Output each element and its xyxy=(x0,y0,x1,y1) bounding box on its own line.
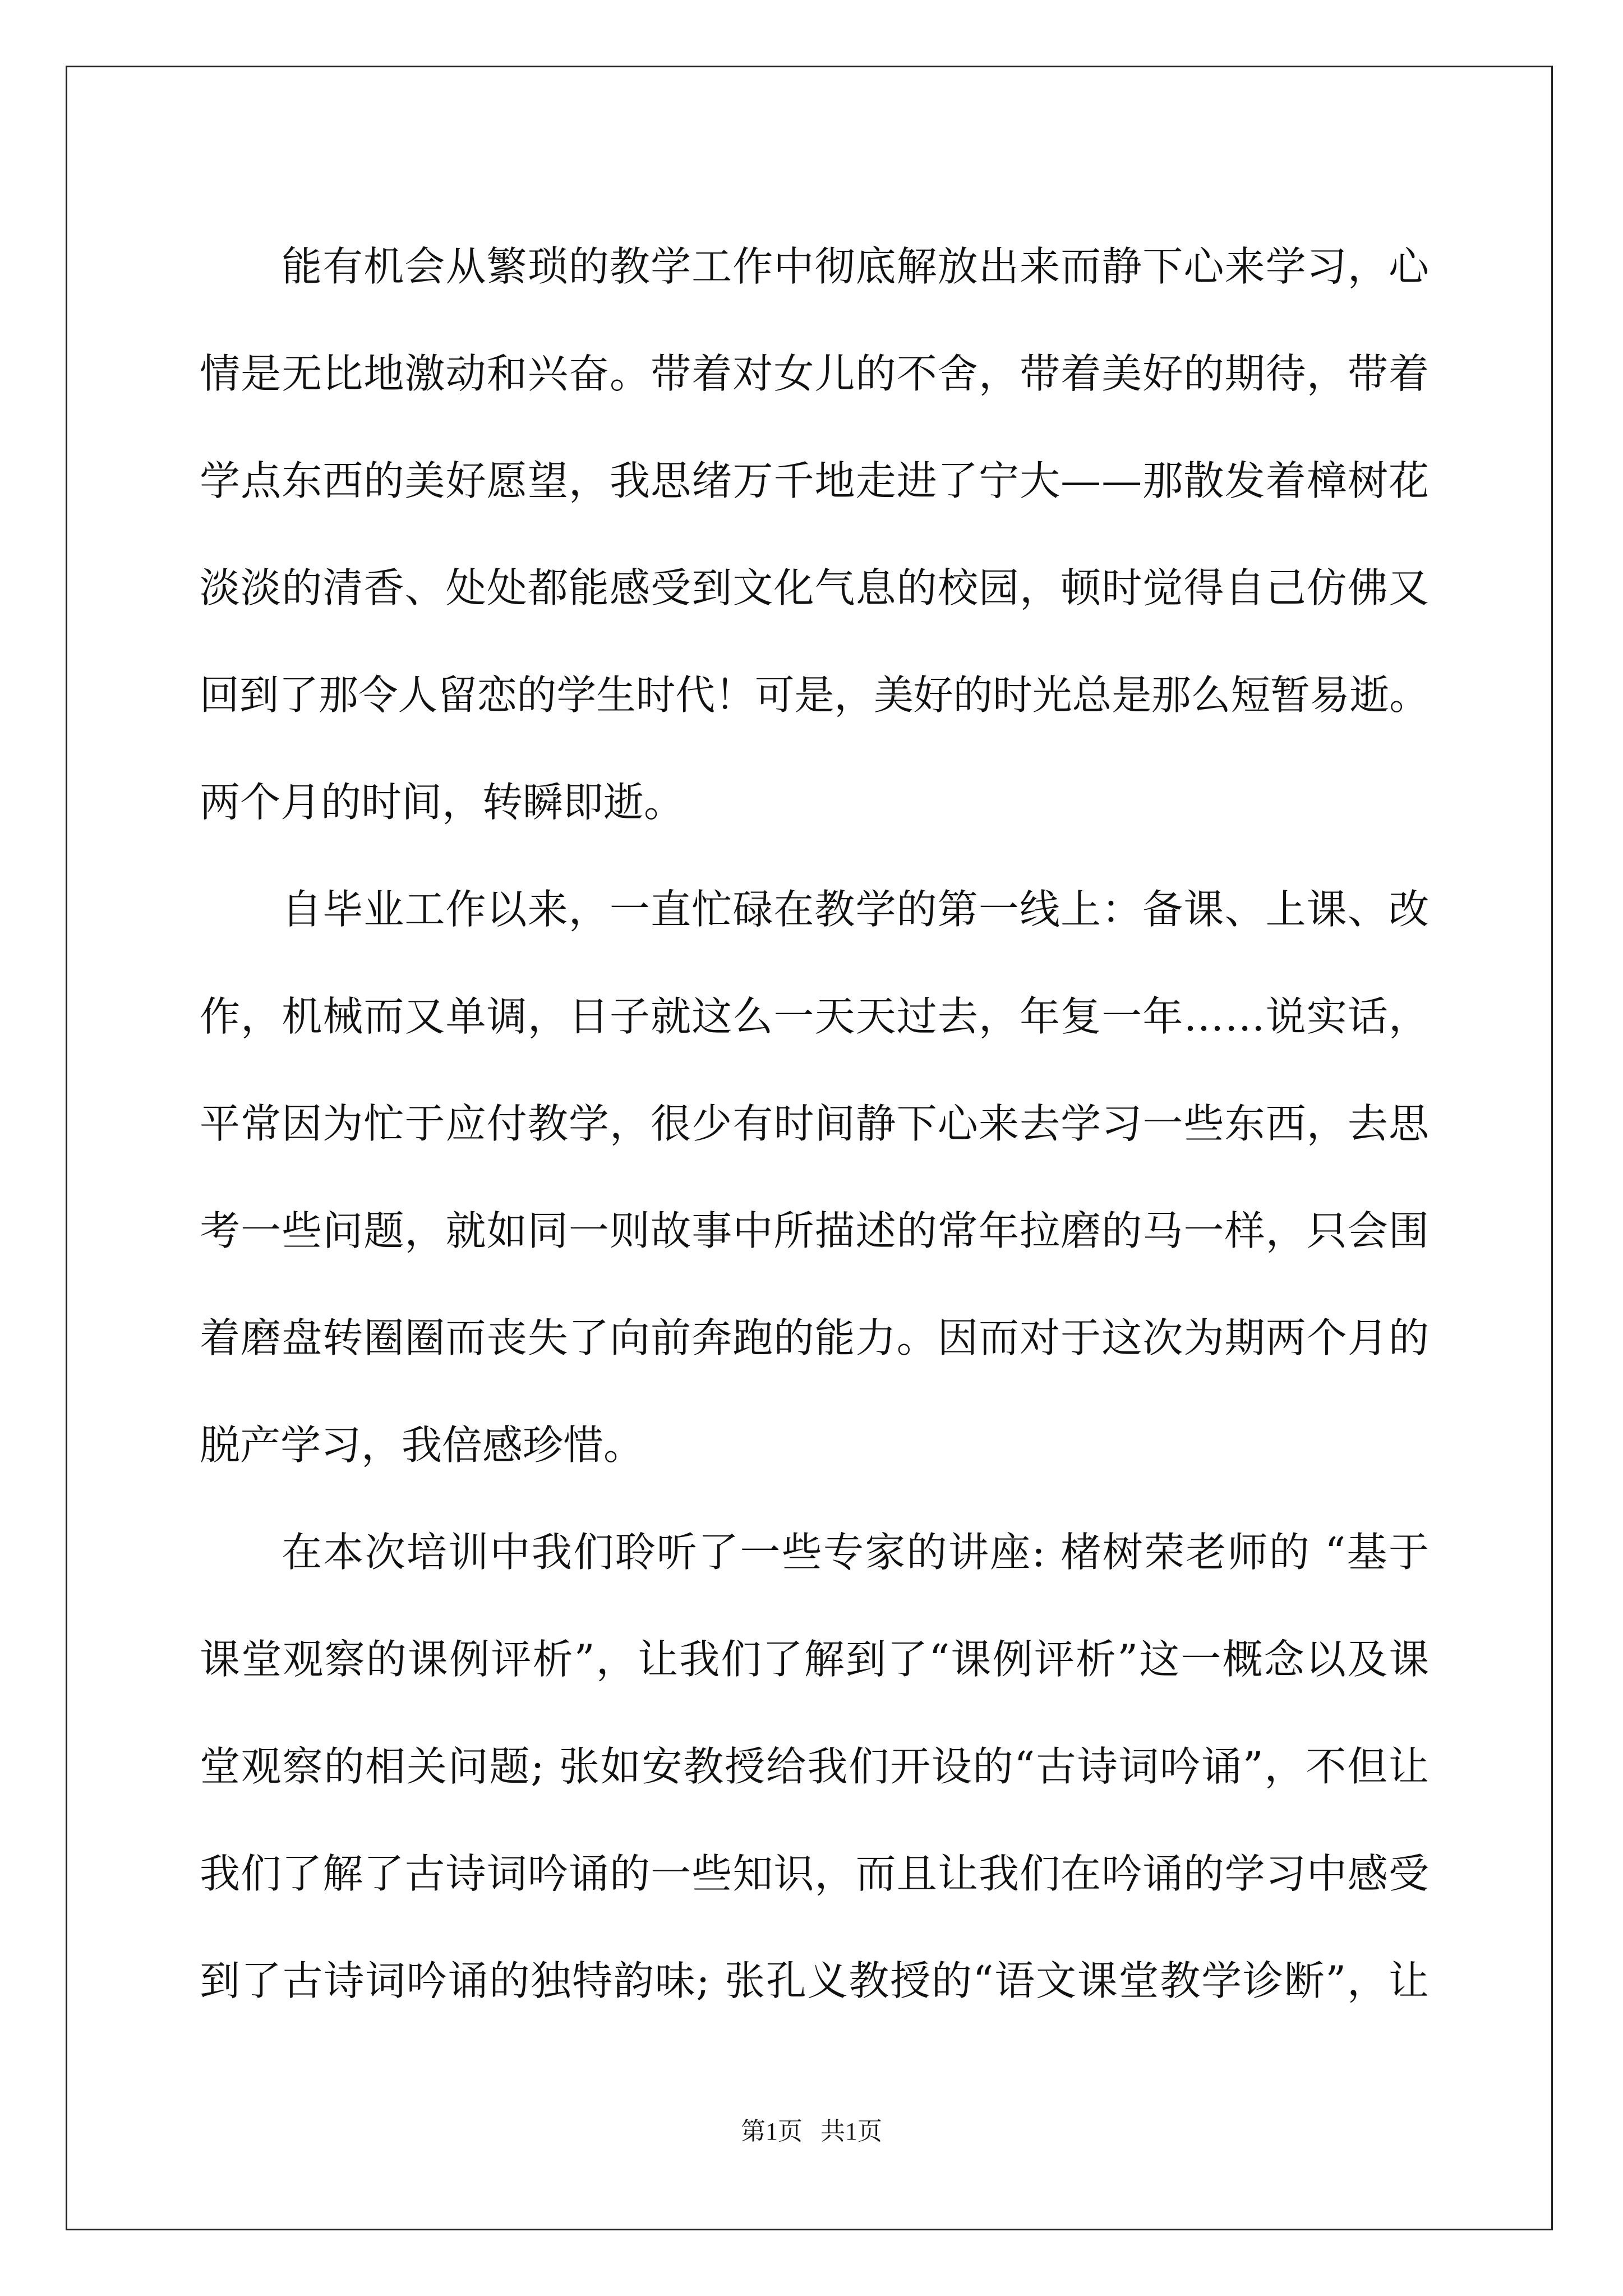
paragraph-2-line-1: 自毕业工作以来，一直忙碌在教学的第一线上：备课、上课、改 xyxy=(282,886,1430,933)
paragraph-2-line-4: 考一些问题，就如同一则故事中所描述的常年拉磨的马一样，只会围 xyxy=(200,1207,1430,1254)
page-number: 第1页 xyxy=(741,2118,803,2145)
paragraph-3-line-1: 在本次培训中我们聆听了一些专家的讲座: 楮树荣老师的 “基于 xyxy=(282,1529,1431,1576)
page-total: 共1页 xyxy=(820,2118,882,2145)
paragraph-3-line-4: 我们了解了古诗词吟诵的一些知识，而且让我们在吟诵的学习中感受 xyxy=(200,1850,1430,1897)
paragraph-1-line-1: 能有机会从繁琐的教学工作中彻底解放出来而静下心来学习，心 xyxy=(282,243,1430,290)
paragraph-1-line-6: 两个月的时间，转瞬即逝。 xyxy=(200,779,685,826)
paragraph-1-line-4: 淡淡的清香、处处都能感受到文化气息的校园，顿时觉得自己仿佛又 xyxy=(200,564,1430,611)
paragraph-1-line-5: 回到了那令人留恋的学生时代！可是，美好的时光总是那么短暂易逝。 xyxy=(200,671,1430,719)
paragraph-2-line-3: 平常因为忙于应付教学，很少有时间静下心来去学习一些东西，去思 xyxy=(200,1100,1430,1147)
paragraph-2-line-2: 作，机械而又单调，日子就这么一天天过去，年复一年……说实话， xyxy=(200,993,1430,1040)
paragraph-2-line-6: 脱产学习，我倍感珍惜。 xyxy=(200,1421,644,1469)
paragraph-3-line-5: 到了古诗词吟诵的独特韵味; 张孔义教授的“语文课堂教学诊断”，让 xyxy=(200,1957,1430,2004)
paragraph-1-line-2: 情是无比地激动和兴奋。带着对女儿的不舍，带着美好的期待，带着 xyxy=(200,350,1430,397)
paragraph-3-line-2: 课堂观察的课例评析”，让我们了解到了“课例评析”这一概念以及课 xyxy=(200,1636,1431,1683)
document-body xyxy=(200,213,1429,2035)
page-footer xyxy=(0,2115,1623,2148)
paragraph-3-line-3: 堂观察的相关问题; 张如安教授给我们开设的“古诗词吟诵”，不但让 xyxy=(200,1743,1430,1790)
paragraph-2-line-5: 着磨盘转圈圈而丧失了向前奔跑的能力。因而对于这次为期两个月的 xyxy=(200,1314,1430,1361)
paragraph-1-line-3: 学点东西的美好愿望，我思绪万千地走进了宁大——那散发着樟树花 xyxy=(200,457,1430,504)
